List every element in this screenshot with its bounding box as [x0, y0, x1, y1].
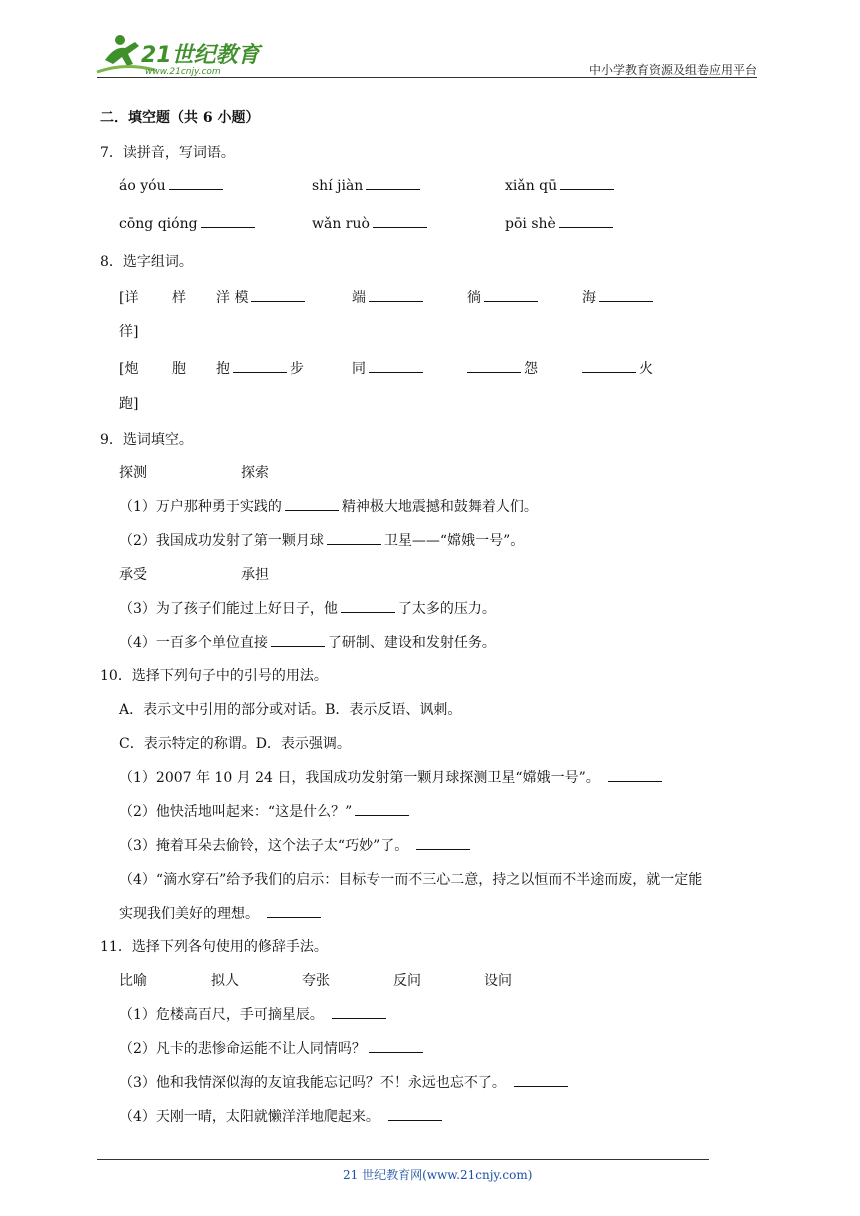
q10-sentence: （2）他快活地叫起来：“这是什么？” [119, 801, 412, 821]
q7-item: xiǎn qū [505, 177, 617, 194]
q8-row1-char: 样 [172, 290, 186, 306]
q7-item: pōi shè [505, 215, 616, 232]
answer-blank[interactable] [271, 634, 325, 647]
q7-title: 7．读拼音，写词语。 [100, 145, 235, 161]
answer-blank[interactable] [201, 215, 255, 228]
q9-sentence: （2）我国成功发射了第一颗月球 卫星——“嫦娥一号”。 [119, 533, 525, 549]
footer-divider [97, 1159, 709, 1160]
answer-blank[interactable] [332, 1006, 386, 1019]
q11-sentence: （4）天刚一晴，太阳就懒洋洋地爬起来。 [119, 1106, 445, 1126]
answer-blank[interactable] [608, 769, 662, 782]
q11-word-choice: 夸张 [302, 973, 330, 989]
answer-blank[interactable] [355, 803, 409, 816]
q11-sentence: （2）凡卡的悲惨命运能不让人同情吗？ [119, 1038, 426, 1058]
q8-row1-group: 端 [352, 287, 426, 307]
q10-options: C．表示特定的称谓。D．表示强调。 [119, 736, 351, 752]
q11-word-choice: 设问 [484, 973, 512, 989]
q8-row1-group: 徜 [467, 287, 541, 307]
answer-blank[interactable] [514, 1074, 568, 1087]
answer-blank[interactable] [341, 600, 395, 613]
answer-blank[interactable] [416, 837, 470, 850]
answer-blank[interactable] [366, 177, 420, 190]
answer-blank[interactable] [369, 1040, 423, 1053]
answer-blank[interactable] [233, 360, 287, 373]
q7-item: shí jiàn [312, 177, 423, 194]
q10-sentence: （3）掩着耳朵去偷铃，这个法子太“巧妙”了。 [119, 835, 473, 855]
answer-blank[interactable] [373, 215, 427, 228]
q8-row2-group: 火 [579, 358, 653, 378]
q8-row2-bracket: [炮 [119, 361, 139, 377]
footer-link[interactable]: 21 世纪教育网(www.21cnjy.com) [343, 1168, 533, 1182]
q8-row2-group: 同 [352, 358, 426, 378]
q9-title: 9．选词填空。 [100, 432, 193, 448]
q8-row2-char: 胞 [172, 361, 186, 377]
q11-word-choice: 拟人 [211, 973, 239, 989]
answer-blank[interactable] [169, 177, 223, 190]
answer-blank[interactable] [560, 177, 614, 190]
answer-blank[interactable] [369, 360, 423, 373]
q10-sentence: 实现我们美好的理想。 [119, 903, 324, 923]
answer-blank[interactable] [599, 289, 653, 302]
answer-blank[interactable] [267, 905, 321, 918]
logo-url: www.21cnjy.com [145, 67, 221, 77]
answer-blank[interactable] [467, 360, 521, 373]
logo-text: 21世纪教育 [141, 43, 260, 68]
header-divider [97, 77, 757, 78]
q8-row1-bracket: [详 [119, 290, 139, 306]
q11-sentence: （3）他和我情深似海的友谊我能忘记吗？不！永远也忘不了。 [119, 1072, 571, 1092]
answer-blank[interactable] [582, 360, 636, 373]
q9-word-choice: 承担 [241, 567, 269, 583]
q11-sentence: （1）危楼高百尺，手可摘星辰。 [119, 1004, 389, 1024]
q10-sentence: （1）2007 年 10 月 24 日，我国成功发射第一颗月球探测卫星“嫦娥一号”。 [119, 767, 665, 787]
q7-item: áo yóu [119, 177, 226, 194]
q9-sentence: （1）万户那种勇于实践的 精神极大地震撼和鼓舞着人们。 [119, 499, 538, 515]
q8-row1-group: 海 [582, 287, 656, 307]
answer-blank[interactable] [484, 289, 538, 302]
platform-name: 中小学教育资源及组卷应用平台 [588, 63, 757, 77]
q7-item: wǎn ruò [312, 215, 430, 232]
answer-blank[interactable] [327, 532, 381, 545]
q10-options: A．表示文中引用的部分或对话。B．表示反语、讽刺。 [119, 702, 462, 718]
q11-word-choice: 比喻 [119, 973, 147, 989]
q8-row1-group: 洋 模 [216, 287, 308, 307]
answer-blank[interactable] [388, 1108, 442, 1121]
q10-title: 10．选择下列句子中的引号的用法。 [100, 668, 328, 684]
answer-blank[interactable] [251, 289, 305, 302]
answer-blank[interactable] [369, 289, 423, 302]
q9-sentence: （4）一百多个单位直接 了研制、建设和发射任务。 [119, 635, 496, 651]
q10-sentence: （4）“滴水穿石”给予我们的启示：目标专一而不三心二意，持之以恒而不半途而废，就一定能 [119, 872, 703, 888]
q8-row2-end: 跑] [119, 396, 139, 412]
answer-blank[interactable] [285, 498, 339, 511]
q9-word-choice: 探索 [241, 465, 269, 481]
q11-word-choice: 反问 [393, 973, 421, 989]
q9-word-choice: 承受 [119, 567, 147, 583]
q8-title: 8．选字组词。 [100, 254, 193, 270]
answer-blank[interactable] [559, 215, 613, 228]
q7-item: cōng qióng [119, 215, 258, 232]
site-logo [95, 32, 265, 78]
q9-word-choice: 探测 [119, 465, 147, 481]
q11-title: 11．选择下列各句使用的修辞手法。 [100, 939, 328, 955]
q9-sentence: （3）为了孩子们能过上好日子，他 了太多的压力。 [119, 601, 496, 617]
q8-row2-group: 怨 [464, 358, 538, 378]
runner-logo-icon [95, 32, 265, 78]
q8-row2-group: 抱 步 [216, 361, 304, 377]
q8-row1-end: 徉] [119, 324, 139, 340]
section-title: 二．填空题（共 6 小题） [100, 110, 260, 126]
